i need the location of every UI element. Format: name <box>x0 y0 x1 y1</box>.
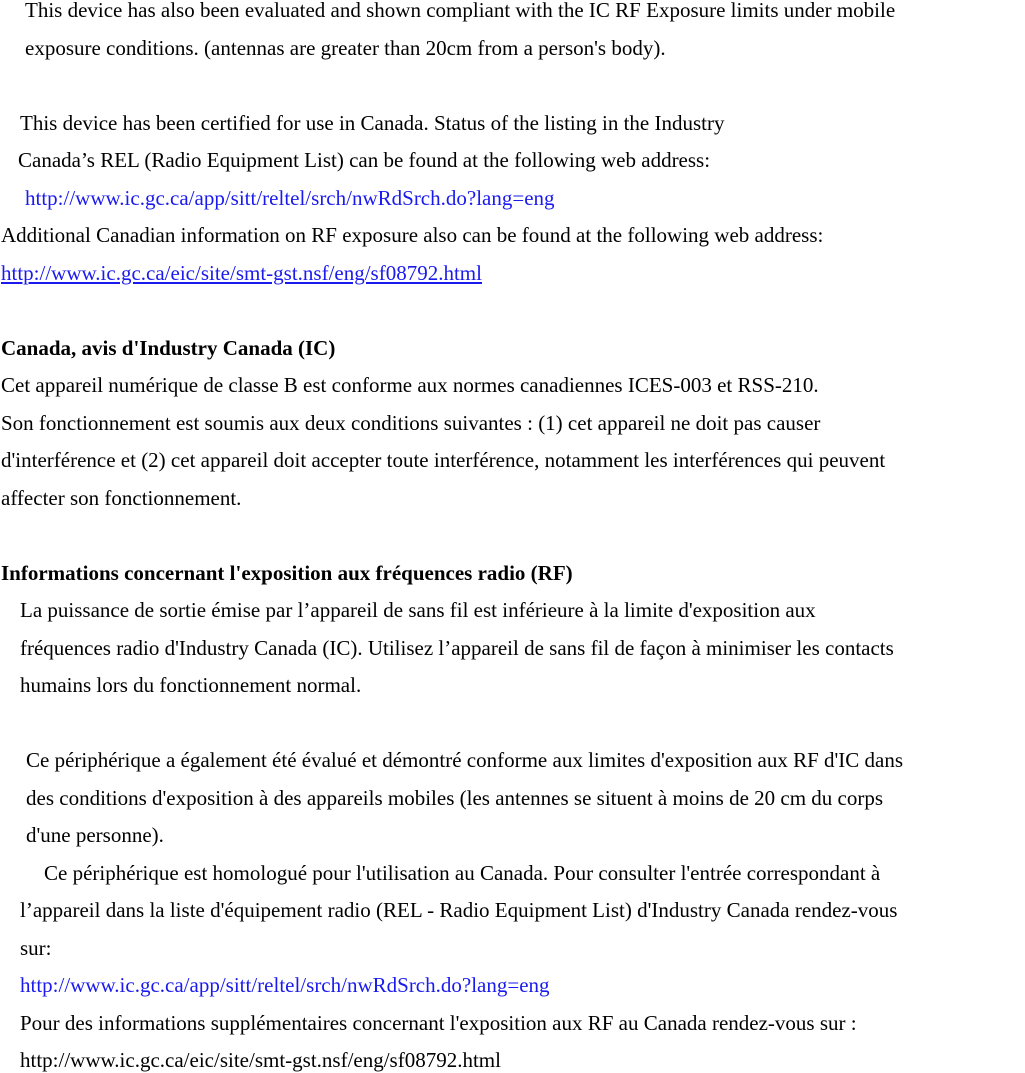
fr-certification-line-3: sur: <box>20 936 52 960</box>
fr-certification-line-1: Ce périphérique est homologué pour l'utilisation au Canada. Pour consulter l'entrée correspondant à <box>44 861 881 885</box>
fr-ic-notice-line-1: Cet appareil numérique de classe B est conforme aux normes canadiennes ICES-003 et RSS-210. <box>1 373 819 397</box>
fr-rf-info-url: http://www.ic.gc.ca/eic/site/smt-gst.nsf/eng/sf08792.html <box>20 1048 501 1072</box>
fr-rel-link[interactable]: http://www.ic.gc.ca/app/sitt/reltel/srch/nwRdSrch.do?lang=eng <box>20 973 550 997</box>
fr-ic-notice-line-2: Son fonctionnement est soumis aux deux conditions suivantes : (1) cet appareil ne doit pas causer <box>1 411 821 435</box>
fr-rf-exposure-line-1: La puissance de sortie émise par l’appareil de sans fil est inférieure à la limite d'exposition aux <box>20 598 816 622</box>
fr-mobile-exposure-line-2: des conditions d'exposition à des appareils mobiles (les antennes se situent à moins de 20 cm du corps <box>26 786 884 810</box>
en-certification-line-2: Canada’s REL (Radio Equipment List) can be found at the following web address: <box>18 148 711 172</box>
fr-rf-exposure-line-2: fréquences radio d'Industry Canada (IC). Utilisez l’appareil de sans fil de façon à minimiser les contacts <box>20 636 894 660</box>
en-certification-line-1: This device has been certified for use in Canada. Status of the listing in the Industry <box>20 111 725 135</box>
en-rel-link[interactable]: http://www.ic.gc.ca/app/sitt/reltel/srch/nwRdSrch.do?lang=eng <box>25 186 555 210</box>
en-rf-exposure-line-2: exposure conditions. (antennas are greater than 20cm from a person's body). <box>25 36 666 60</box>
fr-certification-line-2: l’appareil dans la liste d'équipement radio (REL - Radio Equipment List) d'Industry Canada rendez-vous <box>20 898 898 922</box>
fr-additional-info: Pour des informations supplémentaires concernant l'exposition aux RF au Canada rendez-vous sur : <box>20 1011 857 1035</box>
en-rf-info-link[interactable]: http://www.ic.gc.ca/eic/site/smt-gst.nsf/eng/sf08792.html <box>1 261 482 285</box>
fr-mobile-exposure-line-3: d'une personne). <box>26 823 164 847</box>
fr-mobile-exposure-line-1: Ce périphérique a également été évalué et démontré conforme aux limites d'exposition aux RF d'IC dans <box>26 748 904 772</box>
fr-ic-notice-line-4: affecter son fonctionnement. <box>1 486 242 510</box>
fr-ic-notice-heading: Canada, avis d'Industry Canada (IC) <box>1 336 336 360</box>
fr-rf-exposure-heading: Informations concernant l'exposition aux fréquences radio (RF) <box>1 561 573 585</box>
en-additional-info: Additional Canadian information on RF exposure also can be found at the following web address: <box>1 223 824 247</box>
en-rf-exposure-line-1: This device has also been evaluated and shown compliant with the IC RF Exposure limits under mobile <box>25 0 896 22</box>
fr-ic-notice-line-3: d'interférence et (2) cet appareil doit accepter toute interférence, notamment les interférences qui peuvent <box>1 448 886 472</box>
fr-rf-exposure-line-3: humains lors du fonctionnement normal. <box>20 673 362 697</box>
